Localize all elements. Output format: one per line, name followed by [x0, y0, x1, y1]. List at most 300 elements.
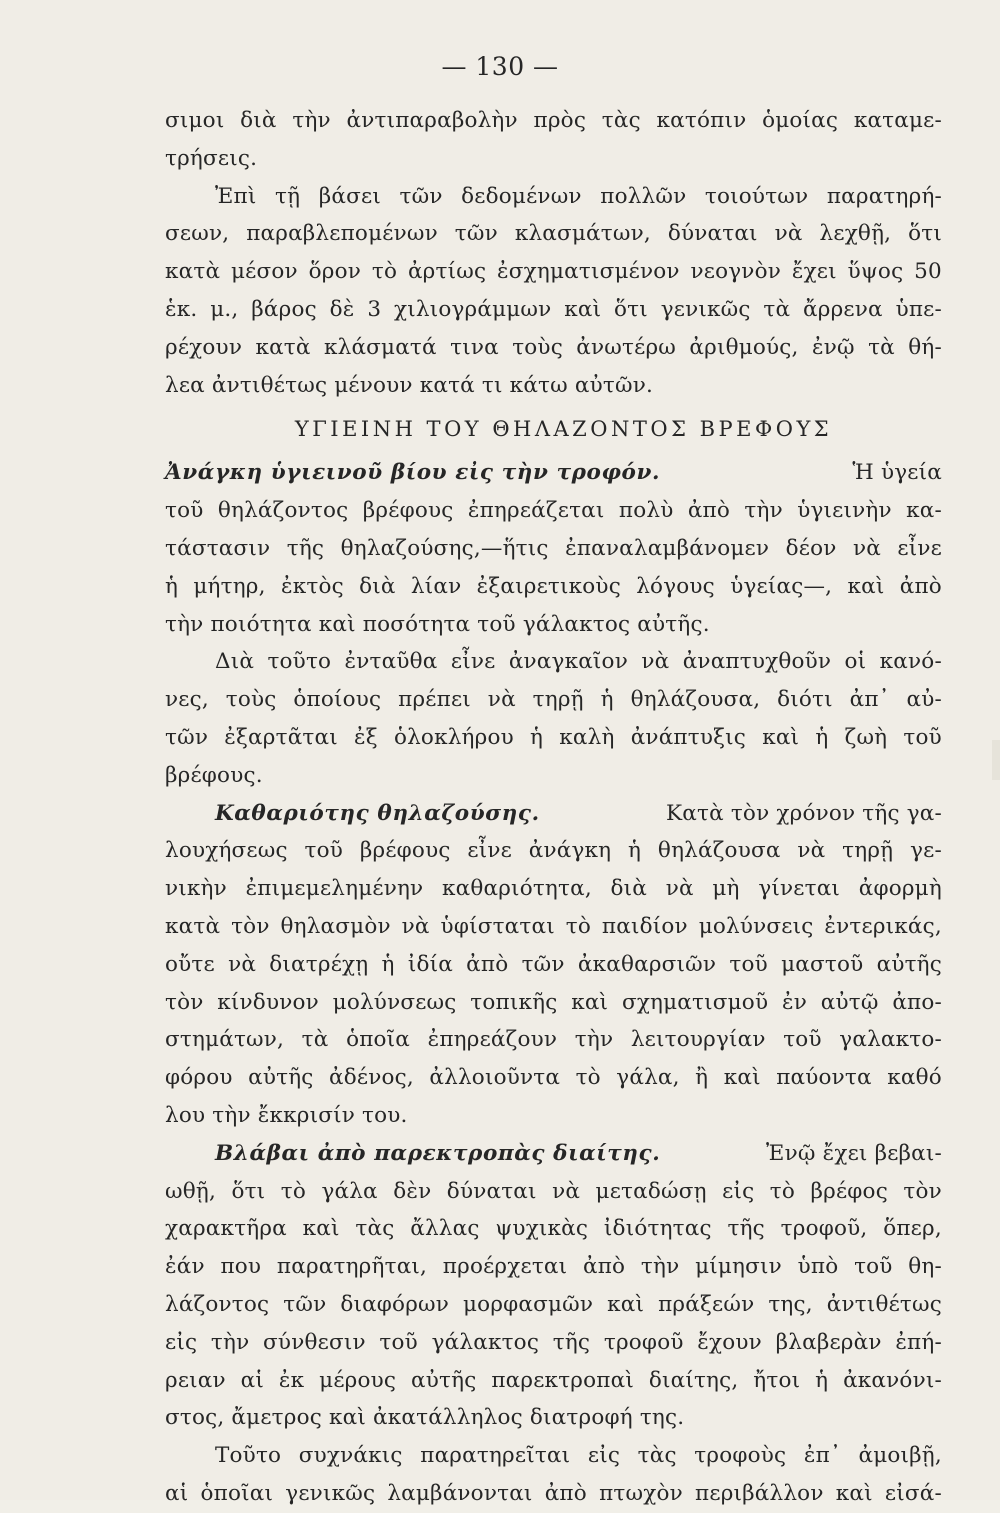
word: ὅπερ, — [883, 1216, 942, 1242]
word: λάζοντος — [165, 1291, 270, 1317]
word: καὶ — [571, 989, 609, 1015]
text-line — [165, 329, 942, 367]
word: τοῦ — [783, 1027, 822, 1053]
word: τῆς — [552, 1329, 591, 1355]
word: μήτηρ, — [193, 573, 266, 599]
word: ὁποῖα — [346, 1027, 411, 1053]
word: ἀντιπαραβολὴν — [346, 108, 518, 133]
word: τῆς — [727, 1216, 765, 1242]
word: γενικῶς — [660, 296, 751, 322]
word: βάρος — [251, 296, 317, 322]
text-line — [165, 1135, 942, 1173]
word: τοῦ — [903, 724, 942, 750]
word: δὲν — [393, 1178, 432, 1204]
word: ἤτοι — [753, 1367, 801, 1393]
word: 3 — [367, 296, 382, 322]
word: ὁποίους — [293, 687, 382, 713]
word: ἀδένος, — [329, 1065, 414, 1091]
word: δύναται — [446, 1178, 537, 1204]
word: τὸ — [769, 1178, 796, 1204]
word: νικὴν — [165, 876, 227, 902]
word: τῇ — [275, 183, 301, 209]
word: συχνάκις — [298, 1443, 403, 1469]
word: ἐπή- — [895, 1329, 942, 1355]
line-text: Ἐνῷ ἔχει βεβαι- — [766, 1140, 942, 1166]
word: που — [220, 1254, 262, 1280]
word: ἐπιμεμελημένην — [245, 876, 424, 902]
text-line — [165, 1324, 942, 1362]
word: θηλαζούσης,—ἥτις — [340, 535, 549, 561]
text-line — [165, 870, 942, 908]
word: βλαβερὰν — [775, 1329, 882, 1355]
word: εἰς — [587, 1443, 621, 1469]
word: καὶ — [302, 1216, 340, 1242]
word: ἀνάγκη — [528, 838, 612, 864]
word: αὐτῆς — [411, 1367, 477, 1393]
word: ὅτι — [614, 296, 648, 322]
text-line — [165, 102, 942, 140]
word: λαμβάνονται — [387, 1480, 533, 1506]
word: ἡ — [600, 687, 614, 713]
word: τηρῇ — [842, 838, 894, 864]
word: γαλακτο- — [839, 1027, 942, 1053]
line-text: βρέφους. — [165, 762, 263, 788]
word: τοῦ — [854, 1254, 893, 1280]
word: γάλα, — [616, 1065, 680, 1091]
word: αὐτῆς — [248, 1065, 314, 1091]
word: τὸν — [903, 1178, 942, 1204]
word: τῶν — [165, 724, 209, 750]
word: πρὸς — [533, 108, 587, 133]
word: ἐξαρτᾶται — [224, 724, 338, 750]
word: τοῦ — [165, 498, 204, 524]
word: Ἐπὶ — [215, 183, 257, 209]
line-text: Κατὰ τὸν χρόνον τῆς γα- — [666, 800, 942, 826]
word: μέρους — [319, 1367, 397, 1393]
text-line — [165, 568, 942, 606]
word: 50 — [914, 259, 942, 285]
word: σύνθεσιν — [263, 1329, 366, 1355]
word: ἀλλοιοῦντα — [429, 1065, 561, 1091]
word: τὰς — [355, 1216, 395, 1242]
word: μορφασμῶν — [463, 1291, 594, 1317]
word: ἐξ — [354, 724, 378, 750]
word: τὸ — [575, 1065, 601, 1091]
word: οἱ — [844, 649, 867, 675]
word: ἐξαιρετικοὺς — [476, 573, 621, 599]
word: σχηματισμοῦ — [621, 989, 769, 1015]
word: νὰ — [641, 649, 670, 675]
word: ἔχουν — [697, 1329, 762, 1355]
word: τοῦ — [729, 951, 768, 977]
text-line — [165, 454, 942, 492]
word: διὰ — [240, 108, 277, 133]
word: τὰ — [763, 296, 791, 322]
word: θή- — [908, 334, 942, 360]
word: καταμε- — [853, 108, 942, 133]
line-text: λου τὴν ἔκκρισίν του. — [165, 1102, 408, 1128]
text-line — [165, 606, 942, 644]
word: εἰσά- — [884, 1480, 942, 1506]
text-line — [165, 1399, 942, 1437]
section-heading: ΥΓΙΕΙΝΗ ΤΟΥ ΘΗΛΑΖΟΝΤΟΣ ΒΡΕΦΟΥΣ — [294, 417, 833, 442]
word: νὰ — [774, 221, 803, 247]
word: θηλάζουσα, — [630, 687, 761, 713]
word: εἶνε — [450, 649, 496, 675]
word: μολύνσεις — [698, 913, 814, 939]
word: ἀριθμούς, — [689, 334, 799, 360]
text-line — [165, 1248, 942, 1286]
text-line — [165, 1021, 942, 1059]
word: τοῦ — [304, 838, 344, 864]
word: ὁλοκλήρου — [393, 724, 514, 750]
word: κλάσματά — [323, 334, 437, 360]
word: τῶν — [399, 183, 443, 209]
word: ἀνωτέρω — [576, 334, 677, 360]
word: παιδίον — [601, 913, 688, 939]
word: καὶ — [607, 1291, 645, 1317]
word: ἡ — [381, 951, 395, 977]
word: διαίτης, — [648, 1367, 739, 1393]
word: τὴν — [640, 1254, 680, 1280]
word: καλὴ — [559, 724, 615, 750]
word: ὕψος — [847, 259, 904, 285]
word: ἑκ. — [165, 296, 198, 322]
word: ἀκανόνι- — [843, 1367, 942, 1393]
word: τὸ — [280, 1178, 306, 1204]
word: κίνδυνον — [217, 989, 319, 1015]
word: ἀναγκαῖον — [508, 649, 628, 675]
text-line — [165, 530, 942, 568]
word: τῶν — [454, 221, 498, 247]
word: τῶν — [521, 951, 565, 977]
word: νὰ — [487, 687, 516, 713]
word: ἀπὸ — [466, 951, 509, 977]
text-line — [165, 795, 942, 833]
word: ἀναπτυχθοῦν — [682, 649, 832, 675]
word: ἀνάπτυξις — [630, 724, 747, 750]
word: μολύνσεως — [332, 989, 457, 1015]
text-line — [165, 757, 942, 795]
word: τὸν — [231, 913, 270, 939]
word: ἀφορμὴ — [858, 876, 942, 902]
word: νὰ — [852, 535, 881, 561]
word: τῆς — [286, 535, 325, 561]
word: παρεκτροπαὶ — [491, 1367, 634, 1393]
word: λίαν — [410, 573, 462, 599]
word: ἀντιθέτως — [826, 1291, 942, 1317]
word: ἡ — [815, 1367, 829, 1393]
word: ἀπὸ — [583, 1254, 626, 1280]
text-line — [165, 1286, 942, 1324]
word: γάλα — [321, 1178, 378, 1204]
word: δύναται — [667, 221, 758, 247]
word: χιλιογράμμων — [394, 296, 552, 322]
word: τῶν — [283, 1291, 327, 1317]
word: διότι — [777, 687, 833, 713]
word: ἄλλας — [410, 1216, 480, 1242]
word: θηλασμὸν — [280, 913, 391, 939]
word: θηλάζουσα — [657, 838, 781, 864]
word: γε- — [910, 838, 942, 864]
word: ψυχικὰς — [495, 1216, 589, 1242]
body-text — [165, 102, 942, 1513]
word: μεταδώσῃ — [595, 1178, 707, 1204]
word: γενικῶς — [285, 1480, 376, 1506]
word: Τοῦτο — [215, 1443, 282, 1469]
text-line — [165, 1097, 942, 1135]
word: ὑγείας—, — [730, 573, 833, 599]
word: λεχθῇ, — [819, 221, 892, 247]
text-line — [165, 832, 942, 870]
text-line — [165, 291, 942, 329]
page-number: — 130 — — [441, 52, 559, 81]
word: γίνεται — [758, 876, 841, 902]
word: νὰ — [228, 951, 257, 977]
word: αἱ — [240, 1367, 265, 1393]
line-text: Ἡ ὑγεία — [852, 460, 942, 486]
word: νὰ — [797, 838, 826, 864]
word: μ., — [210, 296, 239, 322]
word: διατρέχῃ — [269, 951, 369, 977]
word: φόρου — [165, 1065, 233, 1091]
word: κλασμάτων, — [514, 221, 651, 247]
word: ἐκ — [278, 1367, 305, 1393]
word: αἱ — [165, 1480, 189, 1506]
word: ωθῇ, — [165, 1178, 216, 1204]
word: ἐν — [781, 989, 807, 1015]
word: ἐνῷ — [811, 334, 855, 360]
word: κατόπιν — [656, 108, 747, 133]
word: ἀπο- — [892, 989, 942, 1015]
line-text: τὴν ποιότητα καὶ ποσότητα τοῦ γάλακτος αὐτῆς. — [165, 611, 710, 637]
text-line — [165, 1437, 942, 1475]
text-line — [165, 719, 942, 757]
word: ἐπηρεάζεται — [467, 498, 605, 524]
word: τὸν — [165, 989, 204, 1015]
word: ὑφίσταται — [440, 913, 555, 939]
word: ὅρον — [308, 259, 362, 285]
text-line — [165, 946, 942, 984]
line-text: στος, ἄμετρος καὶ ἀκατάλληλος διατροφή της. — [165, 1405, 685, 1431]
word: πράξεών — [658, 1291, 755, 1317]
word: μὴ — [712, 876, 740, 902]
line-text: λεα ἀντιθέτως μένουν κατά τι κάτω αὐτῶν. — [165, 372, 654, 398]
word: περιβάλλον — [695, 1480, 824, 1506]
word: τοπικῆς — [470, 989, 558, 1015]
word: εἰς — [165, 1329, 198, 1355]
word: διὰ — [359, 573, 396, 599]
word: τοῦ — [379, 1329, 418, 1355]
text-line — [165, 1210, 942, 1248]
word: λουχήσεως — [165, 838, 288, 864]
word: τοῦτο — [267, 649, 332, 675]
word: ὅτι — [908, 221, 942, 247]
word: σιμοι — [165, 108, 225, 133]
text-line — [165, 367, 942, 405]
text-line — [165, 1362, 942, 1400]
side-heading: Βλάβαι ἀπὸ παρεκτροπὰς διαίτης. — [215, 1140, 661, 1166]
word: τοὺς — [225, 687, 277, 713]
word: ὁμοίας — [762, 108, 839, 133]
side-heading: Καθαριότης θηλαζούσης. — [215, 800, 540, 826]
word: εἶνε — [467, 838, 512, 864]
word: ὅτι — [231, 1178, 266, 1204]
word: ὑπε- — [895, 296, 942, 322]
word: βρέφους — [359, 838, 451, 864]
word: στημάτων, — [165, 1027, 285, 1053]
word: λόγους — [636, 573, 715, 599]
word: θη- — [908, 1254, 942, 1280]
word: λειτουργίαν — [630, 1027, 766, 1053]
word: ρειαν — [165, 1367, 226, 1393]
word: εἰς — [722, 1178, 755, 1204]
word: σεων, — [165, 221, 230, 247]
word: νεογνὸν — [690, 259, 781, 285]
line-text: τρήσεις. — [165, 145, 258, 171]
word: Διὰ — [215, 649, 255, 675]
word: ἀπὸ — [687, 498, 731, 524]
word: ἐντερικάς, — [824, 913, 942, 939]
word: παρατηρεῖται — [420, 1443, 571, 1469]
word: τὴν — [744, 498, 783, 524]
word: βρέφος — [810, 1178, 888, 1204]
word: ἀπὸ — [544, 1480, 587, 1506]
word: ἔχει — [791, 259, 837, 285]
word: τινα — [450, 334, 499, 360]
text-line — [165, 253, 942, 291]
word: ἀπ᾽ — [849, 687, 890, 713]
word: χαρακτῆρα — [165, 1216, 287, 1242]
word: καὶ — [835, 1480, 873, 1506]
word: διαφόρων — [340, 1291, 450, 1317]
word: ἡ — [628, 838, 642, 864]
word: ἐάν — [165, 1254, 205, 1280]
word: ἀμοιβῇ, — [858, 1443, 942, 1469]
word: ρέχουν — [165, 334, 243, 360]
word: τὰ — [868, 334, 895, 360]
word: νες, — [165, 687, 209, 713]
text-line — [165, 178, 942, 216]
word: ἀκαθαρσιῶν — [577, 951, 717, 977]
word: προέρχεται — [442, 1254, 568, 1280]
word: ἀπὸ — [899, 573, 942, 599]
word: νὰ — [552, 1178, 581, 1204]
word: ἐκτὸς — [280, 573, 344, 599]
word: τὰς — [601, 108, 641, 133]
word: παραβλεπομένων — [246, 221, 438, 247]
word: ζωὴ — [844, 724, 888, 750]
word: ὑπὸ — [797, 1254, 839, 1280]
text-line — [165, 140, 942, 178]
word: ἢ — [695, 1065, 709, 1091]
word: ἐνταῦθα — [344, 649, 438, 675]
side-heading: Ἀνάγκη ὑγιεινοῦ βίου εἰς τὴν τροφόν. — [165, 460, 661, 486]
text-line — [165, 908, 942, 946]
word: της, — [768, 1291, 813, 1317]
word: κατὰ — [165, 259, 221, 285]
word: τὴν — [292, 108, 331, 133]
word: τὸ — [565, 913, 591, 939]
word: τροφοῦ — [603, 1329, 684, 1355]
word: δὲ — [329, 296, 355, 322]
word: θηλάζοντος — [217, 498, 349, 524]
word: καὶ — [723, 1065, 761, 1091]
word: μέσον — [231, 259, 298, 285]
word: δεδομένων — [461, 183, 582, 209]
word: οὔτε — [165, 951, 215, 977]
text-line — [165, 681, 942, 719]
word: ἄρρενα — [803, 296, 883, 322]
word: πολὺ — [618, 498, 674, 524]
word: τροφοῦ, — [780, 1216, 868, 1242]
word: αὐτῆς — [876, 951, 942, 977]
word: καθό — [887, 1065, 942, 1091]
word: αὐ- — [906, 687, 942, 713]
word: τὰ — [301, 1027, 329, 1053]
word: τοιούτων — [704, 183, 809, 209]
word: νὰ — [665, 876, 694, 902]
word: δέον — [785, 535, 837, 561]
page-edge-mark — [992, 740, 1000, 780]
word: ἰδία — [407, 951, 453, 977]
word: κα- — [906, 498, 942, 524]
word: πτωχὸν — [599, 1480, 683, 1506]
text-line — [165, 1059, 942, 1097]
word: ἀρτίως — [407, 259, 487, 285]
word: παρατηρή- — [826, 183, 942, 209]
word: τηρῇ — [532, 687, 584, 713]
word: τοὺς — [512, 334, 563, 360]
word: βάσει — [318, 183, 381, 209]
word: ἡ — [165, 573, 179, 599]
word: παρατηρῆται, — [276, 1254, 428, 1280]
word: ἡ — [530, 724, 544, 750]
word: τὰς — [637, 1443, 677, 1469]
word: ἐπαναλαμβάνομεν — [565, 535, 770, 561]
word: κατὰ — [165, 913, 221, 939]
word: ἐσχηματισμένον — [497, 259, 680, 285]
word: νὰ — [401, 913, 430, 939]
word: τροφοὺς — [694, 1443, 787, 1469]
word: καθαριότητα, — [442, 876, 592, 902]
word: τὴν — [210, 1329, 250, 1355]
word: τὴν — [574, 1027, 614, 1053]
word: εἶνε — [897, 535, 942, 561]
word: πρέπει — [398, 687, 471, 713]
text-line — [165, 1173, 942, 1211]
word: κατὰ — [255, 334, 311, 360]
word: καὶ — [847, 573, 885, 599]
text-line — [165, 643, 942, 681]
word: διὰ — [610, 876, 648, 902]
word: ὑγιεινὴν — [797, 498, 892, 524]
word: ὁποῖαι — [200, 1480, 274, 1506]
text-line — [165, 984, 942, 1022]
word: καὶ — [762, 724, 800, 750]
word: καὶ — [564, 296, 602, 322]
word: παύοντα — [776, 1065, 872, 1091]
word: ἐπηρεάζουν — [427, 1027, 558, 1053]
word: τάστασιν — [165, 535, 271, 561]
word: μίμησιν — [695, 1254, 782, 1280]
word: πολλῶν — [600, 183, 687, 209]
word: γάλακτος — [431, 1329, 540, 1355]
word: αὐτῷ — [820, 989, 879, 1015]
word: ἰδιότητας — [603, 1216, 712, 1242]
text-line — [165, 215, 942, 253]
text-line — [165, 1475, 942, 1513]
